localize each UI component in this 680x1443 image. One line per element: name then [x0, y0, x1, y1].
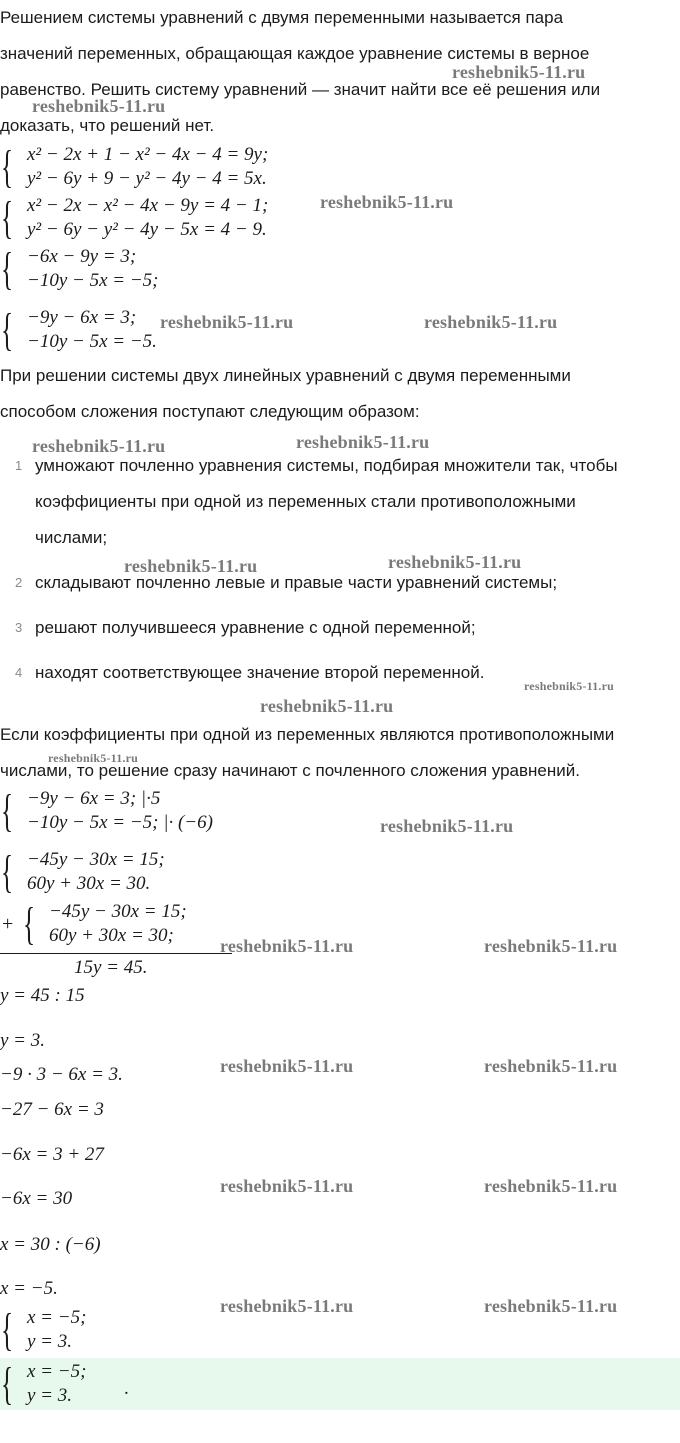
system-3-row-1: −6x − 9y = 3;: [27, 246, 137, 267]
system-brace: {: [1, 1304, 14, 1355]
solution-step-2: y = 3.: [0, 1030, 46, 1051]
step-number-4: 4: [15, 665, 23, 680]
step-3-line-1: решают получившееся уравнение с одной переменной;: [35, 618, 476, 637]
system-7-row-2: 60y + 30x = 30;: [49, 925, 174, 946]
watermark: reshebnik5-11.ru: [220, 936, 354, 956]
watermark: reshebnik5-11.ru: [484, 1056, 618, 1076]
system-4-row-2: −10y − 5x = −5.: [27, 331, 157, 352]
watermark: reshebnik5-11.ru: [484, 1296, 618, 1316]
step-1-line-2: коэффициенты при одной из переменных стали противоположными: [35, 492, 576, 511]
system-8-row-1: x = −5;: [27, 1307, 87, 1328]
system-1-row-2: y² − 6y + 9 − y² − 4y − 4 = 5x.: [27, 168, 267, 189]
solution-step-5: −6x = 3 + 27: [0, 1144, 104, 1165]
plus-sign: +: [2, 913, 14, 935]
system-brace: {: [23, 898, 36, 949]
step-number-2: 2: [15, 575, 23, 590]
system-6-row-2: 60y + 30x = 30.: [27, 873, 151, 894]
solution-step-8: x = −5.: [0, 1278, 58, 1299]
note-line-1: Если коэффициенты при одной из переменных являются противоположными: [0, 725, 615, 744]
system-5-row-1: −9y − 6x = 3; |·5: [27, 788, 161, 809]
intro-line-4: доказать, что решений нет.: [0, 116, 215, 135]
system-7-row-1: −45y − 30x = 15;: [49, 901, 187, 922]
system-8-row-2: y = 3.: [27, 1331, 73, 1352]
step-1-line-3: числами;: [35, 528, 108, 547]
solution-step-1: y = 45 : 15: [0, 985, 85, 1006]
watermark: reshebnik5-11.ru: [260, 696, 394, 716]
watermark: reshebnik5-11.ru: [320, 192, 454, 212]
system-brace: {: [1, 243, 14, 294]
watermark: reshebnik5-11.ru: [220, 1056, 354, 1076]
answer-highlight: [0, 1358, 680, 1410]
sum-result: 15y = 45.: [74, 957, 148, 978]
system-4-row-1: −9y − 6x = 3;: [27, 307, 137, 328]
intro-line-2: значений переменных, обращающая каждое уравнение системы в верное: [0, 44, 590, 63]
system-brace: {: [1, 141, 14, 192]
system-5-row-2: −10y − 5x = −5; |· (−6): [27, 812, 213, 833]
solution-step-4: −27 − 6x = 3: [0, 1099, 104, 1120]
watermark: reshebnik5-11.ru: [48, 751, 138, 765]
method-line-1: При решении системы двух линейных уравнений с двумя переменными: [0, 366, 571, 385]
watermark: reshebnik5-11.ru: [524, 679, 614, 693]
watermark: reshebnik5-11.ru: [452, 62, 586, 82]
step-4-line-1: находят соответствующее значение второй переменной.: [35, 663, 485, 682]
system-brace: {: [1, 785, 14, 836]
watermark: reshebnik5-11.ru: [380, 816, 514, 836]
answer-row-1: x = −5;: [27, 1361, 87, 1382]
watermark: reshebnik5-11.ru: [296, 432, 430, 452]
solution-step-3: −9 · 3 − 6x = 3.: [0, 1064, 123, 1085]
system-2-row-2: y² − 6y − y² − 4y − 5x = 4 − 9.: [27, 219, 267, 240]
system-1-row-1: x² − 2x + 1 − x² − 4x − 4 = 9y;: [27, 144, 269, 165]
watermark: reshebnik5-11.ru: [160, 312, 294, 332]
answer-dot: .: [124, 1378, 129, 1399]
system-2-row-1: x² − 2x − x² − 4x − 9y = 4 − 1;: [27, 195, 269, 216]
method-line-2: способом сложения поступают следующим образом:: [0, 402, 420, 421]
watermark: reshebnik5-11.ru: [124, 556, 258, 576]
watermark: reshebnik5-11.ru: [32, 96, 166, 116]
watermark: reshebnik5-11.ru: [220, 1296, 354, 1316]
system-brace: {: [1, 304, 14, 355]
sum-divider-line: [0, 953, 232, 954]
intro-line-1: Решением системы уравнений с двумя переменными называется пара: [0, 8, 564, 27]
solution-step-6: −6x = 30: [0, 1188, 73, 1209]
system-6-row-1: −45y − 30x = 15;: [27, 849, 165, 870]
note-line-2: числами, то решение сразу начинают с почленного сложения уравнений.: [0, 761, 580, 780]
intro-line-3: равенство. Решить систему уравнений — значит найти все её решения или: [0, 80, 601, 99]
watermark: reshebnik5-11.ru: [32, 436, 166, 456]
watermark: reshebnik5-11.ru: [484, 936, 618, 956]
step-2-line-1: складывают почленно левые и правые части уравнений системы;: [35, 573, 558, 592]
answer-row-2: y = 3.: [27, 1385, 73, 1406]
step-number-3: 3: [15, 620, 23, 635]
watermark: reshebnik5-11.ru: [388, 552, 522, 572]
system-3-row-2: −10y − 5x = −5;: [27, 270, 159, 291]
watermark: reshebnik5-11.ru: [424, 312, 558, 332]
watermark: reshebnik5-11.ru: [220, 1176, 354, 1196]
solution-step-7: x = 30 : (−6): [0, 1234, 101, 1255]
system-brace: {: [1, 192, 14, 243]
step-number-1: 1: [15, 458, 23, 473]
system-brace: {: [1, 846, 14, 897]
system-brace: {: [1, 1358, 14, 1409]
step-1-line-1: умножают почленно уравнения системы, подбирая множители так, чтобы: [35, 456, 618, 475]
watermark: reshebnik5-11.ru: [484, 1176, 618, 1196]
